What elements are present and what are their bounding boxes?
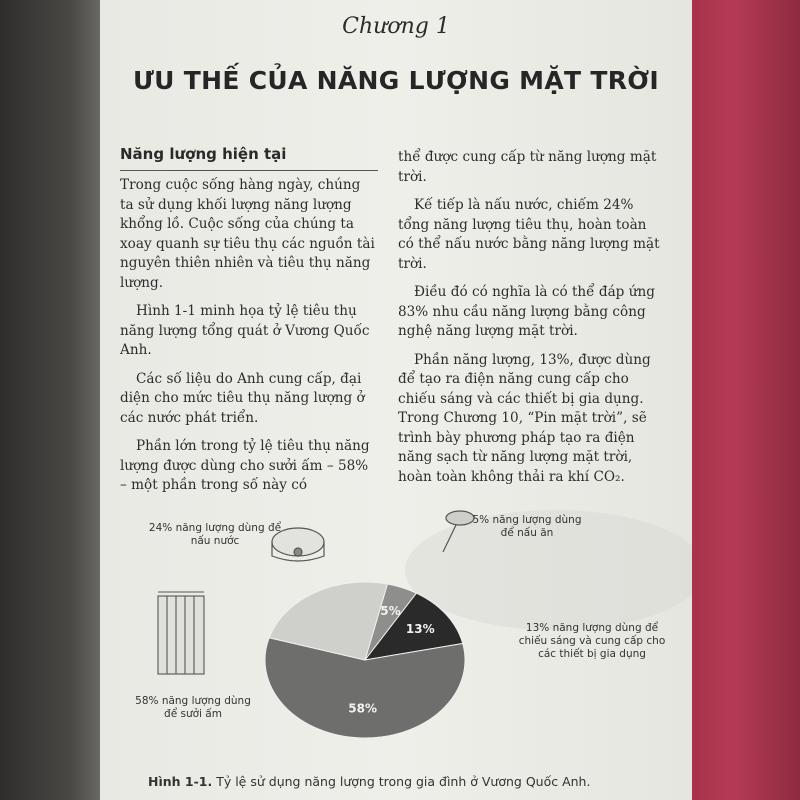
chapter-heading: Chương 1 bbox=[342, 14, 450, 39]
figure-1-1 bbox=[100, 500, 692, 800]
paragraph: Phần năng lượng, 13%, được dùng để tạo ra điện năng cung cấp cho chiếu sáng và các thiết bị gia dụng. Trong Chương 10, “Pin mặt trời”, sẽ trình bày phương pháp tạo ra điện năng sạch từ năng lượng mặt trời, hoàn toàn không thải ra khí CO₂. bbox=[398, 351, 651, 485]
page-title: ƯU THẾ CỦA NĂNG LƯỢNG MẶT TRỜI bbox=[133, 66, 659, 95]
paragraph: Phần lớn trong tỷ lệ tiêu thụ năng lượng được dùng cho sưởi ấm – 58% – một phần trong số này có bbox=[120, 438, 370, 493]
annotation-cooking: 5% năng lượng dùng để nấu ăn bbox=[472, 514, 582, 539]
text-column-right bbox=[398, 148, 664, 496]
caption-text: Tỷ lệ sử dụng năng lượng trong gia đình ở Vương Quốc Anh. bbox=[212, 774, 591, 789]
paragraph: Hình 1-1 minh họa tỷ lệ tiêu thụ năng lượng tổng quát ở Vương Quốc Anh. bbox=[120, 303, 370, 358]
annotation-heating: 58% năng lượng dùng để sưởi ấm bbox=[135, 695, 251, 720]
figure-caption bbox=[148, 774, 590, 789]
pie-label-3: 13% bbox=[405, 622, 435, 637]
paragraph: Các số liệu do Anh cung cấp, đại diện cho mức tiêu thụ năng lượng ở các nước phát triển. bbox=[120, 370, 365, 426]
text-column-left bbox=[120, 176, 378, 505]
pie-label-2: 5% bbox=[380, 603, 401, 618]
background-left bbox=[0, 0, 100, 800]
paragraph: Trong cuộc sống hàng ngày, chúng ta sử dụng khối lượng năng lượng khổng lồ. Cuộc sống của chúng ta xoay quanh sự tiêu thụ các nguồn tài nguyên thiên nhiên và tiêu thụ năng lượng. bbox=[120, 177, 375, 291]
caption-label: Hình 1-1. bbox=[148, 774, 213, 789]
section-rule bbox=[120, 170, 378, 171]
paragraph: thể được cung cấp từ năng lượng mặt trời. bbox=[398, 149, 657, 185]
pie-label-0: 58% bbox=[348, 701, 378, 716]
paragraph: Điều đó có nghĩa là có thể đáp ứng 83% nhu cầu năng lượng bằng công nghệ năng lượng mặt trời. bbox=[398, 284, 655, 339]
annotation-water: 24% năng lượng dùng để nấu nước bbox=[148, 522, 282, 547]
section-heading: Năng lượng hiện tại bbox=[120, 145, 287, 163]
annotation-lighting: 13% năng lượng dùng để chiếu sáng và cung cấp cho các thiết bị gia dụng bbox=[518, 622, 666, 660]
radiator-icon bbox=[158, 592, 204, 674]
book-page bbox=[100, 0, 692, 800]
paragraph: Kế tiếp là nấu nước, chiếm 24% tổng năng lượng tiêu thụ, hoàn toàn có thể nấu nước bằng năng lượng mặt trời. bbox=[398, 197, 660, 272]
book-cover-edge bbox=[690, 0, 800, 800]
